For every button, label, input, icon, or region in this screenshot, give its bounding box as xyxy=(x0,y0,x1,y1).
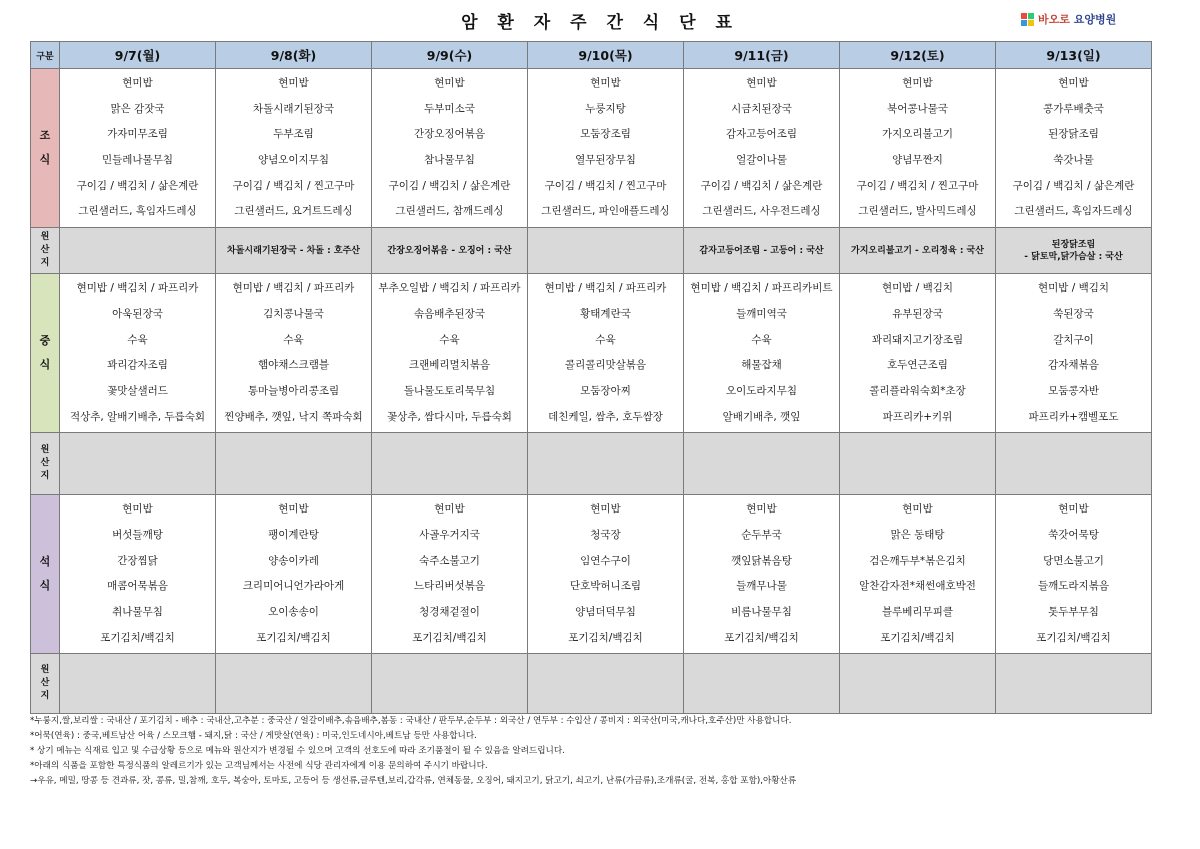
menu-cell xyxy=(840,274,996,433)
menu-item: 꽃상추, 쌈다시마, 두릅숙회 xyxy=(387,410,512,423)
menu-item: 구이김 / 백김치 / 삶은계란 xyxy=(700,179,823,192)
menu-item: 가자미무조림 xyxy=(107,128,168,141)
note-line: *누룽지,쌀,보리쌀 : 국내산 / 포기김치 - 배추 : 국내산,고추분 : 중국산 / 얼갈이배추,솎음배추,봄동 : 국내산 / 판두부,순두부 : 외국산 / 연두부 : 수입산 / 콩비지 : 외국산(미국,캐나다,호주산)만 사용합니다. xyxy=(30,716,792,726)
menu-item: 취나물무침 xyxy=(112,606,163,618)
menu-item: 당면소불고기 xyxy=(1043,554,1104,567)
header-row xyxy=(31,42,1152,69)
menu-item: 포기김치/백김치 xyxy=(1036,631,1111,644)
menu-item: 들깨무나물 xyxy=(736,580,787,593)
menu-item: 그린샐러드, 요거트드레싱 xyxy=(234,205,353,218)
menu-item: 해물잡채 xyxy=(741,359,782,372)
menu-cell xyxy=(372,495,528,654)
menu-item: 꽃맛살샐러드 xyxy=(107,384,168,397)
menu-cell xyxy=(372,69,528,228)
menu-item: 수육 xyxy=(127,333,148,346)
menu-cell xyxy=(528,495,684,654)
menu-item: 파프리카+키위 xyxy=(882,410,953,423)
menu-item: 콩가루배춧국 xyxy=(1043,102,1104,115)
day-header: 9/10(목) xyxy=(528,42,684,69)
origin-row xyxy=(31,433,1152,495)
origin-cell xyxy=(60,228,216,274)
page-title: 암 환 자 주 간 식 단 표 xyxy=(461,13,739,33)
menu-item: 두부조림 xyxy=(273,128,314,141)
menu-item: 맑은 감잣국 xyxy=(110,102,165,115)
menu-item: 현미밥 / 백김치 / 파프리카 xyxy=(232,282,355,295)
origin-label-char: 산 xyxy=(40,678,50,689)
origin-cell xyxy=(684,228,840,274)
menu-item: 크랜베리멸치볶음 xyxy=(408,359,491,372)
menu-item: 현미밥 xyxy=(902,77,933,89)
day-header: 9/9(수) xyxy=(372,42,528,69)
logo-brand: 바오로 xyxy=(1038,13,1070,26)
menu-item: 그린샐러드, 참깨드레싱 xyxy=(395,205,504,218)
menu-item: 숙주소불고기 xyxy=(419,554,480,567)
menu-item: 깻잎닭볶음탕 xyxy=(731,554,792,567)
menu-item: 그린샐러드, 흑임자드레싱 xyxy=(78,205,197,218)
menu-item: 콜리콜리맛살볶음 xyxy=(564,359,647,372)
menu-item: 민들레나물무침 xyxy=(101,154,173,167)
menu-item: 포기김치/백김치 xyxy=(256,631,331,644)
menu-cell xyxy=(60,274,216,433)
menu-item: 현미밥 / 백김치 / 파프리카 xyxy=(544,282,667,295)
menu-item: 누룽지탕 xyxy=(585,102,626,115)
menu-item: 포기김치/백김치 xyxy=(100,631,175,644)
menu-item: 수육 xyxy=(751,333,772,346)
menu-item: 수육 xyxy=(595,333,616,346)
meal-label xyxy=(31,495,60,654)
origin-cell xyxy=(372,433,528,495)
origin-cell xyxy=(996,228,1152,274)
menu-cell xyxy=(840,495,996,654)
menu-item: 데친케일, 쌈추, 호두쌈장 xyxy=(548,410,663,423)
menu-item: 현미밥 / 백김치 / 파프리카비트 xyxy=(690,282,833,295)
meal-row xyxy=(31,495,1152,654)
menu-item: 알찬감자전*채썬애호박전 xyxy=(859,580,976,593)
menu-item: 쑥갓어묵탕 xyxy=(1048,528,1099,541)
menu-item: 차돌시래기된장국 xyxy=(252,102,335,115)
menu-item: 황태계란국 xyxy=(580,307,631,320)
origin-cell xyxy=(996,654,1152,714)
menu-item: 모둠장아찌 xyxy=(580,384,631,397)
menu-item: 현미밥 xyxy=(122,77,153,89)
menu-item: 사골우거지국 xyxy=(419,528,480,541)
origin-cell xyxy=(840,228,996,274)
menu-item: 아욱된장국 xyxy=(112,307,163,320)
menu-item: 블루베리무피클 xyxy=(881,606,953,618)
menu-item: 현미밥 xyxy=(1058,77,1089,89)
menu-item: 북어콩나물국 xyxy=(887,102,948,115)
menu-item: 포기김치/백김치 xyxy=(568,631,643,644)
menu-cell xyxy=(216,274,372,433)
origin-cell xyxy=(840,433,996,495)
menu-item: 된장닭조림 xyxy=(1048,128,1099,141)
origin-cell xyxy=(216,654,372,714)
origin-cell xyxy=(216,433,372,495)
menu-item: 김치콩나물국 xyxy=(263,307,324,320)
menu-item: 팽이계란탕 xyxy=(268,528,319,541)
menu-item: 맑은 동태탕 xyxy=(890,528,945,541)
origin-label xyxy=(31,228,60,274)
menu-item: 포기김치/백김치 xyxy=(412,631,487,644)
menu-item: 모둠장조림 xyxy=(580,128,631,141)
origin-cell xyxy=(372,228,528,274)
menu-item: 단호박허니조림 xyxy=(569,580,641,593)
origin-cell xyxy=(372,654,528,714)
menu-item: 간장찜닭 xyxy=(117,554,158,567)
menu-item: 꽈리감자조림 xyxy=(107,359,168,372)
origin-label-char: 산 xyxy=(40,245,50,256)
menu-item: 시금치된장국 xyxy=(731,102,792,115)
menu-cell xyxy=(684,274,840,433)
menu-item: 양념무짠지 xyxy=(892,154,943,167)
menu-item: 현미밥 xyxy=(590,503,621,516)
meal-label xyxy=(31,274,60,433)
menu-item: 그린샐러드, 발사믹드레싱 xyxy=(858,205,977,218)
menu-item: 유부된장국 xyxy=(892,307,943,320)
menu-item: 현미밥 / 백김치 xyxy=(881,282,954,295)
origin-row xyxy=(31,228,1152,274)
menu-item: 현미밥 xyxy=(434,77,465,89)
origin-cell xyxy=(60,654,216,714)
menu-item: 청국장 xyxy=(590,528,621,541)
origin-text: 간장오징어볶음 - 오징어 : 국산 xyxy=(387,245,512,256)
menu-item: 콜리플라워숙회*초장 xyxy=(869,384,966,397)
origin-cell xyxy=(528,654,684,714)
menu-item: 버섯들깨탕 xyxy=(112,528,163,541)
origin-cell xyxy=(996,433,1152,495)
menu-item: 비름나물무침 xyxy=(731,606,792,618)
menu-item: 현미밥 xyxy=(122,503,153,516)
menu-cell xyxy=(684,495,840,654)
origin-text: - 닭토막,닭가슴살 : 국산 xyxy=(1024,251,1123,262)
note-line: →우유, 메밀, 땅콩 등 견과류, 잣, 콩류, 밀,참깨, 호두, 복숭아, 토마토, 고등어 등 생선류,글루텐,보리,갑각류, 연체동물, 오징어, 돼지고기, 닭고기, 쇠고기, 난류(가금류),조개류(굴, 전복, 홍합 포함),아황산류 xyxy=(30,776,797,786)
meal-label-char: 중 xyxy=(39,334,51,348)
gubun-header: 구분 xyxy=(31,42,60,69)
origin-label-char: 원 xyxy=(40,232,50,243)
menu-item: 현미밥 xyxy=(1058,503,1089,516)
menu-item: 포기김치/백김치 xyxy=(724,631,799,644)
menu-item: 햄야채스크램블 xyxy=(257,359,329,372)
menu-cell xyxy=(996,495,1152,654)
menu-item: 구이김 / 백김치 / 찐고구마 xyxy=(544,179,667,192)
logo-text xyxy=(1038,11,1116,27)
menu-item: 양념오이지무침 xyxy=(257,154,329,167)
menu-item: 순두부국 xyxy=(741,528,782,541)
origin-label xyxy=(31,433,60,495)
day-header: 9/12(토) xyxy=(840,42,996,69)
origin-text: 된장닭조림 xyxy=(1051,239,1096,250)
day-header: 9/7(월) xyxy=(60,42,216,69)
menu-item: 톳두부무침 xyxy=(1048,606,1099,618)
menu-cell xyxy=(996,274,1152,433)
menu-item: 청경채겉절이 xyxy=(419,606,480,618)
menu-item: 두부미소국 xyxy=(424,102,475,115)
menu-item: 수육 xyxy=(283,333,304,346)
menu-cell xyxy=(372,274,528,433)
menu-item: 오이송송이 xyxy=(268,606,319,618)
origin-label-char: 지 xyxy=(40,691,50,702)
menu-item: 임연수구이 xyxy=(580,554,631,567)
origin-cell xyxy=(60,433,216,495)
menu-item: 느타리버섯볶음 xyxy=(413,580,485,593)
menu-cell xyxy=(528,274,684,433)
menu-item: 갈치구이 xyxy=(1053,333,1094,346)
menu-item: 열무된장무침 xyxy=(575,154,636,167)
menu-item: 파프리카+캠벨포도 xyxy=(1028,410,1119,423)
origin-cell xyxy=(840,654,996,714)
menu-cell xyxy=(60,495,216,654)
menu-item: 감자채볶음 xyxy=(1048,359,1099,372)
origin-label-char: 산 xyxy=(40,458,50,469)
origin-text: 가지오리불고기 - 오리정육 : 국산 xyxy=(851,245,984,256)
menu-cell xyxy=(528,69,684,228)
menu-item: 구이김 / 백김치 / 찐고구마 xyxy=(856,179,979,192)
menu-cell xyxy=(216,69,372,228)
meal-label-char: 조 xyxy=(39,129,51,143)
menu-item: 들깨도라지볶음 xyxy=(1037,580,1109,593)
hospital-logo xyxy=(1021,11,1116,27)
meal-label xyxy=(31,69,60,228)
menu-item: 그린샐러드, 사우전드레싱 xyxy=(702,205,821,218)
menu-item: 얼갈이나물 xyxy=(736,154,787,167)
menu-item: 현미밥 xyxy=(590,77,621,89)
day-header: 9/11(금) xyxy=(684,42,840,69)
menu-item: 들깨미역국 xyxy=(736,307,787,320)
origin-text: 감자고등어조림 - 고등어 : 국산 xyxy=(699,245,824,256)
menu-item: 현미밥 xyxy=(902,503,933,516)
menu-item: 크리미어니언가라아게 xyxy=(242,580,345,593)
menu-cell xyxy=(840,69,996,228)
menu-item: 현미밥 xyxy=(746,503,777,516)
origin-text: 차돌시래기된장국 - 차돌 : 호주산 xyxy=(227,245,360,256)
menu-item: 현미밥 xyxy=(278,77,309,89)
origin-label xyxy=(31,654,60,714)
menu-item: 검은깨두부*볶은김치 xyxy=(869,554,966,567)
menu-item: 오이도라지무침 xyxy=(725,384,797,397)
menu-item: 수육 xyxy=(439,333,460,346)
logo-mark-icon xyxy=(1021,13,1034,26)
meal-label-char: 석 xyxy=(39,555,51,569)
menu-item: 감자고등어조림 xyxy=(725,128,797,141)
origin-cell xyxy=(528,433,684,495)
origin-label-char: 지 xyxy=(40,471,50,482)
note-line: * 상기 메뉴는 식재료 입고 및 수급상황 등으로 메뉴와 원산지가 변경될 수 있으며 고객의 선호도에 따라 조기품절이 될 수 있음을 알려드립니다. xyxy=(30,746,565,756)
menu-item: 포기김치/백김치 xyxy=(880,631,955,644)
menu-item: 현미밥 / 백김치 xyxy=(1037,282,1110,295)
menu-item: 돌나물도토리묵무침 xyxy=(403,384,496,397)
meal-row xyxy=(31,274,1152,433)
weekly-menu-table xyxy=(30,41,1152,714)
menu-item: 가지오리불고기 xyxy=(881,128,953,141)
origin-row xyxy=(31,654,1152,714)
menu-item: 현미밥 / 백김치 / 파프리카 xyxy=(76,282,199,295)
menu-item: 매콤어묵볶음 xyxy=(107,580,168,593)
menu-item: 구이김 / 백김치 / 찐고구마 xyxy=(232,179,355,192)
menu-item: 알배기배추, 깻잎 xyxy=(722,410,801,423)
notes xyxy=(30,714,1170,789)
menu-item: 간장오징어볶음 xyxy=(413,128,485,141)
menu-item: 쑥된장국 xyxy=(1053,307,1094,320)
logo-suffix: 요양병원 xyxy=(1073,13,1117,26)
origin-cell xyxy=(684,654,840,714)
menu-item: 부추오일밥 / 백김치 / 파프리카 xyxy=(378,282,521,295)
menu-item: 현미밥 xyxy=(278,503,309,516)
menu-item: 구이김 / 백김치 / 삶은계란 xyxy=(388,179,511,192)
origin-label-char: 지 xyxy=(40,258,50,269)
origin-cell xyxy=(528,228,684,274)
note-line: *어묵(연육) : 중국,베트남산 어육 / 스모크햄 - 돼지,닭 : 국산 / 게맛살(연육) : 미국,인도네시아,베트남 등만 사용합니다. xyxy=(30,731,477,741)
menu-item: 양념더덕무침 xyxy=(575,606,636,618)
menu-item: 구이김 / 백김치 / 삶은계란 xyxy=(1012,179,1135,192)
origin-cell xyxy=(684,433,840,495)
menu-item: 양송이카레 xyxy=(268,554,319,567)
menu-item: 솎음배추된장국 xyxy=(413,307,485,320)
menu-item: 현미밥 xyxy=(434,503,465,516)
menu-cell xyxy=(216,495,372,654)
menu-cell xyxy=(684,69,840,228)
menu-item: 쑥갓나물 xyxy=(1053,154,1094,167)
origin-label-char: 원 xyxy=(40,445,50,456)
day-header: 9/8(화) xyxy=(216,42,372,69)
menu-item: 통마늘병아리콩조림 xyxy=(247,384,340,397)
origin-label-char: 원 xyxy=(40,665,50,676)
meal-label-char: 식 xyxy=(39,153,51,167)
menu-item: 호두연근조림 xyxy=(887,359,948,372)
note-line: *아래의 식품을 포함한 특정식품의 알레르기가 있는 고객님께서는 사전에 식당 관리자에게 이용 문의하여 주시기 바랍니다. xyxy=(30,761,488,771)
menu-item: 꽈리돼지고기장조림 xyxy=(871,333,964,346)
menu-item: 참나물무침 xyxy=(424,154,475,167)
menu-item: 적상추, 알배기배추, 두릅숙회 xyxy=(69,410,206,423)
menu-item: 현미밥 xyxy=(746,77,777,89)
day-header: 9/13(일) xyxy=(996,42,1152,69)
menu-item: 구이김 / 백김치 / 삶은계란 xyxy=(76,179,199,192)
menu-item: 그린샐러드, 파인애플드레싱 xyxy=(541,205,670,218)
origin-cell xyxy=(216,228,372,274)
meal-label-char: 식 xyxy=(39,358,51,372)
menu-item: 찐양배추, 깻잎, 낙지 쪽파숙회 xyxy=(224,410,363,423)
meal-row xyxy=(31,69,1152,228)
menu-cell xyxy=(60,69,216,228)
menu-item: 모둠콩자반 xyxy=(1048,384,1099,397)
menu-item: 그린샐러드, 흑임자드레싱 xyxy=(1014,205,1133,218)
meal-label-char: 식 xyxy=(39,579,51,593)
menu-cell xyxy=(996,69,1152,228)
